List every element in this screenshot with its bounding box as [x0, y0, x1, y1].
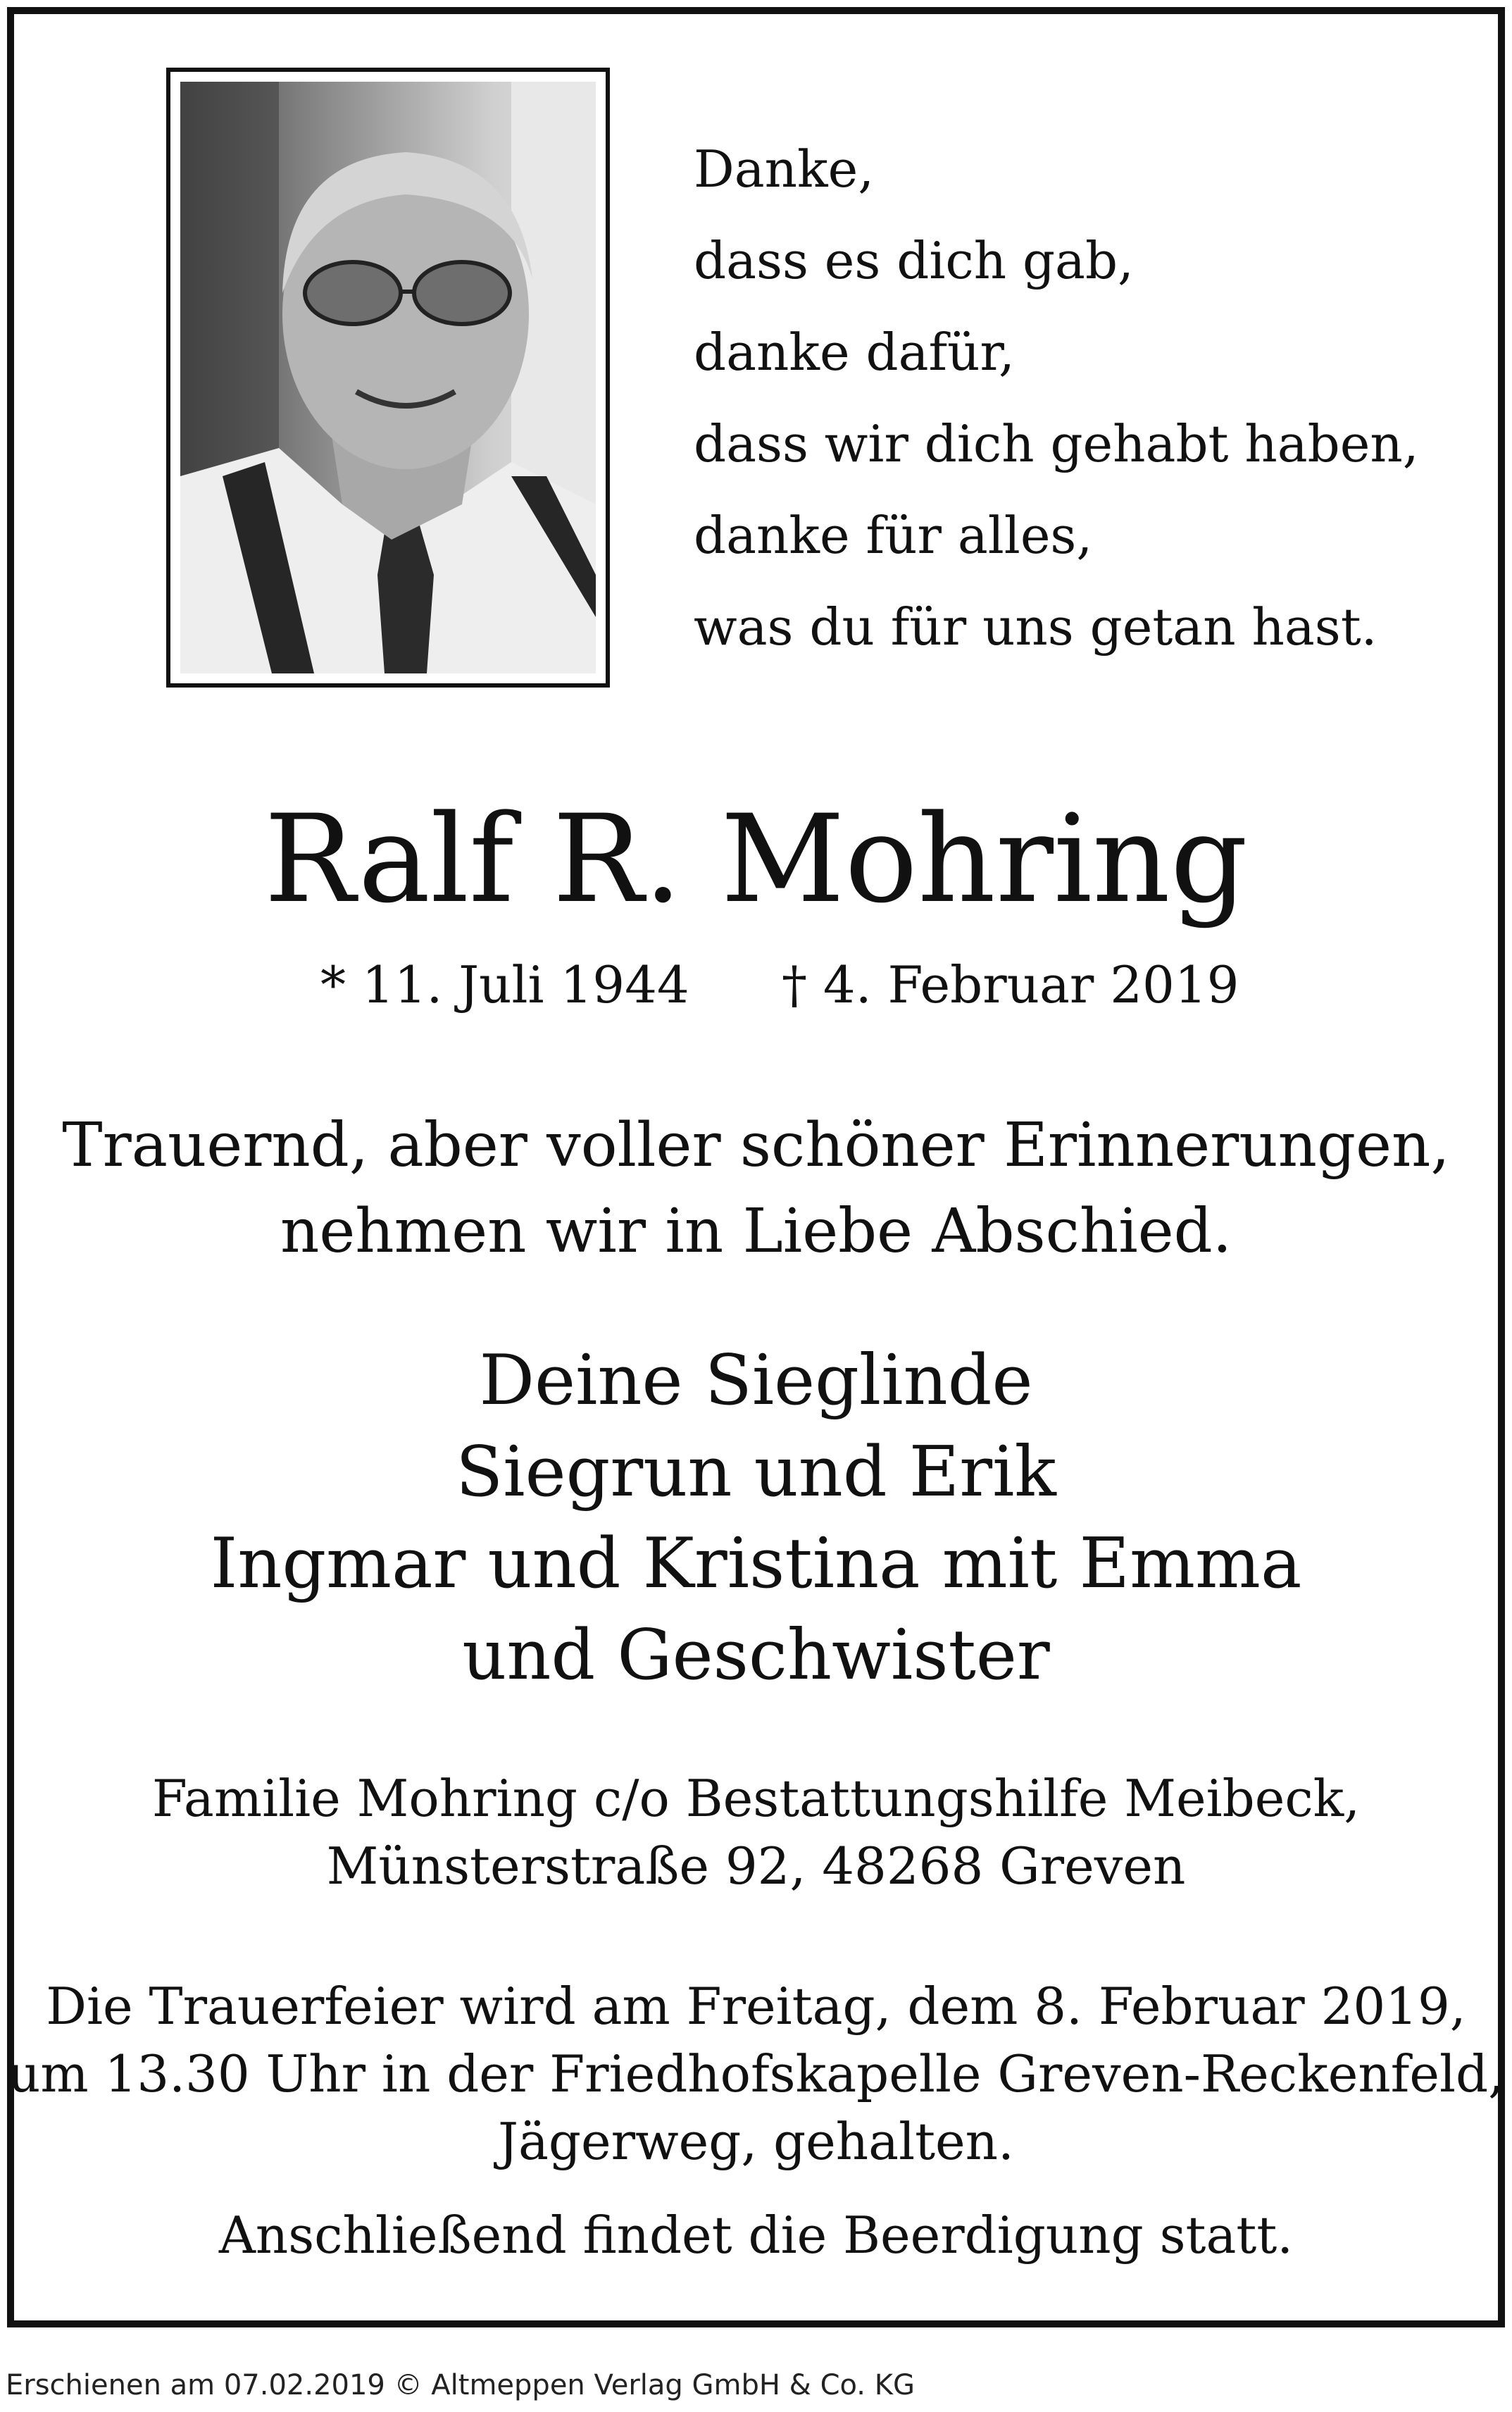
poem-line: dass wir dich gehabt haben,	[694, 414, 1419, 473]
mourning-line: Trauernd, aber voller schöner Erinnerungen,	[62, 1110, 1450, 1181]
address-line: Familie Mohring c/o Bestattungshilfe Meibeck,	[151, 1769, 1361, 1828]
portrait-frame	[166, 68, 610, 688]
family-signatures	[0, 1335, 1512, 1701]
burial-info	[0, 2201, 1512, 2269]
family-line: Siegrun und Erik	[456, 1432, 1056, 1512]
poem-line: Danke,	[694, 139, 875, 199]
family-line: Ingmar und Kristina mit Emma	[210, 1524, 1302, 1604]
funeral-service-info	[0, 1972, 1512, 2175]
deceased-name: Ralf R. Mohring	[264, 788, 1248, 930]
poem-line: was du für uns getan hast.	[694, 597, 1377, 657]
poem-line: danke für alles,	[694, 506, 1093, 565]
mourning-line: nehmen wir in Liebe Abschied.	[280, 1196, 1232, 1267]
poem-line: danke dafür,	[694, 323, 1015, 382]
poem	[694, 123, 1433, 673]
mourning-text	[0, 1102, 1512, 1274]
family-line: und Geschwister	[462, 1615, 1050, 1696]
service-line: Die Trauerfeier wird am Freitag, dem 8. Februar 2019,	[46, 1977, 1466, 2036]
death-date: † 4. Februar 2019	[782, 955, 1239, 1014]
poem-line: dass es dich gab,	[694, 231, 1134, 290]
family-line: Deine Sieglinde	[479, 1341, 1033, 1421]
contact-address	[0, 1765, 1512, 1900]
service-line: um 13.30 Uhr in der Friedhofskapelle Greven-Reckenfeld,	[8, 2044, 1504, 2103]
birth-date: * 11. Juli 1944	[320, 955, 689, 1014]
burial-line: Anschließend findet die Beerdigung statt.	[218, 2206, 1294, 2265]
address-line: Münsterstraße 92, 48268 Greven	[326, 1836, 1186, 1896]
publication-footer: Erschienen am 07.02.2019 © Altmeppen Verlag GmbH & Co. KG	[6, 2369, 915, 2401]
service-line: Jägerweg, gehalten.	[498, 2112, 1014, 2171]
portrait-photo	[180, 82, 596, 673]
